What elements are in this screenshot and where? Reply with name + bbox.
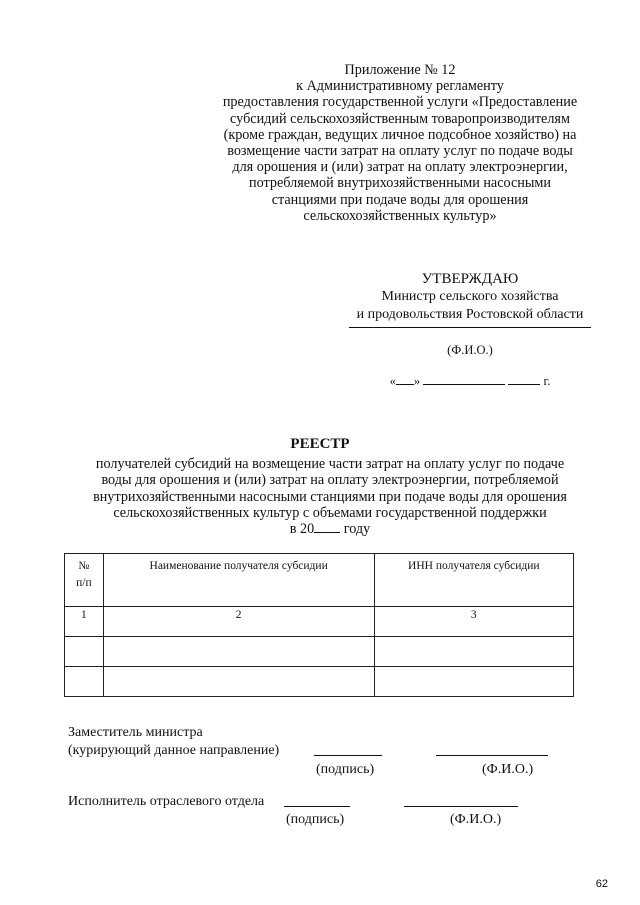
date-year-suffix: г.: [543, 374, 551, 388]
appendix-line: Приложение № 12: [344, 62, 456, 78]
table-row: [65, 607, 574, 637]
appendix-line: станциями при подаче воды для орошения: [271, 191, 529, 208]
appendix-line: (кроме граждан, ведущих личное подсобное хозяйство) на: [223, 126, 577, 143]
table-cell: [103, 667, 374, 697]
table-cell: [374, 637, 573, 667]
header-number-line1: №: [78, 560, 90, 572]
table-row: [65, 667, 574, 697]
date-month-blank: [423, 374, 505, 385]
page-number: 62: [595, 878, 608, 890]
registry-title: РЕЕСТР: [290, 436, 350, 452]
deputy-title-line1: Заместитель министра: [68, 725, 203, 740]
date-day-blank: [396, 374, 414, 385]
registry-year-blank: [314, 522, 340, 533]
executor-signature-caption: (подпись): [286, 812, 345, 827]
approval-fio-caption: (Ф.И.О.): [447, 343, 493, 357]
table-cell: 2: [103, 607, 374, 637]
registry-description-line: внутрихозяйственными насосными станциями при подаче воды для орошения: [93, 488, 567, 505]
approval-date-line: [330, 372, 610, 390]
appendix-line: к Административному регламенту: [296, 78, 504, 95]
table-cell: [103, 637, 374, 667]
executor-title: Исполнитель отраслевого отдела: [68, 794, 265, 809]
appendix-line: субсидий сельскохозяйственным товаропроизводителям: [230, 110, 570, 127]
deputy-title-line2: (курирующий данное направление): [68, 743, 280, 758]
header-inn: ИНН получателя субсидии: [374, 554, 573, 607]
deputy-fio-line: [436, 755, 548, 756]
deputy-fio-caption: (Ф.И.О.): [482, 762, 534, 777]
approval-signature-line: [349, 327, 591, 328]
approval-position-line1: Министр сельского хозяйства: [381, 289, 559, 304]
appendix-line: предоставления государственной услуги «Предоставление: [222, 94, 578, 111]
deputy-signature-line: [314, 755, 382, 756]
registry-table: [64, 553, 574, 697]
table-cell: [374, 667, 573, 697]
date-year-blank: [508, 374, 540, 385]
approval-block: [330, 270, 610, 390]
table-cell: [65, 667, 104, 697]
date-close-quote: »: [413, 374, 421, 388]
header-recipient-name: Наименование получателя субсидии: [103, 554, 374, 607]
registry-description-line: получателей субсидий на возмещение части затрат на оплату услуг по подаче: [95, 456, 565, 472]
date-open-quote: «: [389, 374, 396, 388]
header-number-line2: п/п: [76, 577, 92, 589]
appendix-header: [200, 62, 600, 224]
approval-position-line2: и продовольствия Ростовской области: [356, 307, 584, 322]
approval-title: УТВЕРЖДАЮ: [421, 271, 519, 287]
appendix-line: сельскохозяйственных культур»: [303, 207, 497, 224]
executor-fio-caption: (Ф.И.О.): [450, 812, 502, 827]
appendix-line: для орошения и (или) затрат на оплату электроэнергии,: [232, 159, 568, 176]
deputy-signature-caption: (подпись): [316, 762, 375, 777]
registry-year-line: [40, 521, 620, 537]
table-cell: 1: [65, 607, 104, 637]
executor-fio-line: [404, 806, 518, 807]
registry-year-prefix: в 20: [289, 521, 315, 538]
registry-description: [40, 456, 620, 537]
executor-signature-line: [284, 806, 350, 807]
table-cell: [65, 637, 104, 667]
table-row: [65, 637, 574, 667]
header-number: [65, 554, 104, 607]
table-header-row: [65, 554, 574, 607]
table-cell: 3: [374, 607, 573, 637]
registry-description-line: сельскохозяйственных культур с объемами государственной поддержки: [113, 504, 547, 521]
registry-year-suffix: году: [343, 521, 371, 538]
appendix-line: возмещение части затрат на оплату услуг по подаче воды: [227, 143, 573, 160]
registry-description-line: воды для орошения и (или) затрат на оплату электроэнергии, потребляемой: [101, 472, 559, 489]
appendix-line: потребляемой внутрихозяйственными насосными: [249, 175, 551, 192]
